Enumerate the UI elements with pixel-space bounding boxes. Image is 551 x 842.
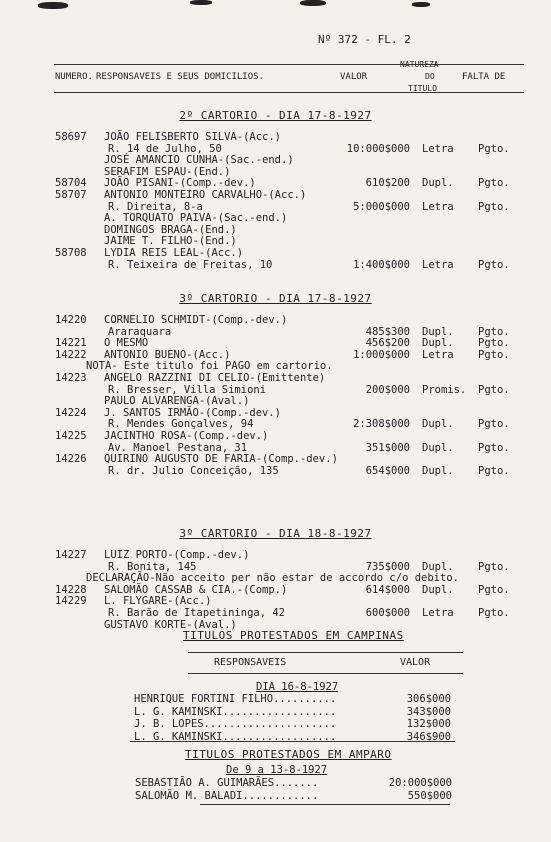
- entry-falta: Pgto.: [478, 258, 510, 271]
- section-title: 2º CARTORIO - DIA 17-8-1927: [179, 109, 372, 122]
- entry-text: R. Direita, 8-a: [108, 200, 203, 213]
- entry-natureza: Letra: [422, 607, 454, 619]
- campinas-name: HENRIQUE FORTINI FILHO..........: [134, 693, 337, 705]
- entry-text: R. Mendes Gonçalves, 94: [108, 418, 254, 431]
- entry-natureza: Dupl.: [422, 337, 454, 350]
- entry-text: JOÃO PISANI-(Comp.-dev.): [104, 177, 256, 190]
- entry-text: JOSÉ AMANCIO CUNHA-(Sac.-end.): [104, 154, 294, 167]
- entry-natureza: Dupl.: [422, 325, 454, 338]
- col-numero: NUMERO.: [55, 72, 93, 82]
- ink-spot: [38, 2, 68, 9]
- entry-natureza: Dupl.: [422, 464, 454, 477]
- entry-valor: 2:308$000: [353, 418, 410, 431]
- entry-text: J. SANTOS IRMÃO-(Comp.-dev.): [104, 406, 282, 419]
- table-rule: [188, 673, 463, 674]
- entry-text: SALOMÃO CASSAB & CIA.-(Comp.): [104, 583, 288, 596]
- campinas-valor: 346$900: [406, 730, 451, 743]
- entry-valor: 456$200: [365, 337, 410, 350]
- campinas-title: TITULOS PROTESTADOS EM CAMPINAS: [183, 629, 404, 642]
- campinas-name: J. B. LOPES.....................: [134, 718, 337, 730]
- entry-falta: Pgto.: [478, 200, 510, 213]
- col-valor: VALOR: [340, 72, 368, 82]
- campinas-name: L. G. KAMINSKI..................: [134, 705, 337, 718]
- campinas-valor: 306$000: [406, 693, 451, 705]
- col-responsaveis: RESPONSAVEIS E SEUS DOMICILIOS.: [96, 72, 264, 82]
- entry-number: 14224: [55, 406, 87, 419]
- entry-text: CORNELIO SCHMIDT-(Comp.-dev.): [104, 314, 288, 326]
- amparo-name: SALOMÃO M. BALADI............: [135, 789, 319, 802]
- entry-number: 14228: [55, 583, 87, 596]
- entry-number: 14225: [55, 430, 87, 442]
- section-title: 3º CARTORIO - DIA 17-8-1927: [179, 292, 372, 305]
- entry-text: PAULO ALVARENGA-(Aval.): [104, 395, 250, 408]
- entry-valor: 1:000$000: [353, 348, 410, 361]
- entry-falta: Pgto.: [478, 142, 510, 155]
- table-rule: [130, 741, 455, 742]
- entry-text: JAIME T. FILHO-(End.): [104, 235, 237, 248]
- entry-text: R. Bonita, 145: [108, 560, 197, 573]
- amparo-name: SEBASTIÃO A. GUIMARÃES.......: [135, 777, 319, 789]
- page-number: Nº 372 - FL. 2: [318, 33, 411, 46]
- entry-text: SERAFIM ESPAU-(End.): [104, 165, 231, 178]
- entry-text: JACINTHO ROSA-(Comp.-dev.): [104, 430, 269, 442]
- entry-text: QUIRINO AUGUSTO DE FARIA-(Comp.-dev.): [104, 453, 338, 466]
- entry-text: Av. Manoel Pestana, 31: [108, 441, 248, 454]
- entry-natureza: Letra: [422, 200, 454, 213]
- entry-natureza: Dupl.: [422, 583, 454, 596]
- entry-valor: 1:400$000: [353, 258, 410, 271]
- entry-number: 58707: [55, 189, 87, 201]
- amparo-valor: 20:000$000: [388, 777, 452, 789]
- entry-text: LUIZ PORTO-(Comp.-dev.): [104, 549, 250, 561]
- entry-falta: Pgto.: [478, 383, 510, 396]
- entry-falta: Pgto.: [478, 441, 510, 454]
- entry-number: 14223: [55, 372, 87, 384]
- entry-natureza: Dupl.: [422, 418, 454, 431]
- entry-valor: 5:000$000: [353, 200, 410, 213]
- campinas-col-valor: VALOR: [400, 657, 431, 668]
- entry-text: LYDIA REIS LEAL-(Acc.): [104, 247, 244, 259]
- entry-falta: Pgto.: [478, 418, 510, 431]
- entry-text: R. dr. Julio Conceição, 135: [108, 464, 279, 477]
- entry-text: R. 14 de Julho, 50: [108, 142, 222, 155]
- entry-text: Araraquara: [108, 325, 172, 338]
- ink-spot: [190, 0, 212, 5]
- entry-number: 14220: [55, 314, 87, 326]
- entry-text: DECLARAÇÃO-Não acceito per não estar de accordo c/o debito.: [86, 572, 459, 585]
- header-rule: [54, 92, 524, 93]
- section-title: 3º CARTORIO - DIA 18-8-1927: [179, 527, 372, 540]
- campinas-col-resp: RESPONSAVEIS: [214, 657, 287, 668]
- col-falta: FALTA DE: [462, 72, 506, 82]
- entry-falta: Pgto.: [478, 337, 510, 350]
- entry-text: JOÃO FELISBERTO SILVA-(Acc.): [104, 131, 282, 143]
- campinas-valor: 343$000: [406, 705, 451, 718]
- entry-text: A. TORQUATO PAIVA-(Sac.-end.): [104, 212, 288, 225]
- entry-natureza: Dupl.: [422, 441, 454, 454]
- entry-valor: 200$000: [365, 383, 410, 396]
- header-rule: [54, 64, 524, 65]
- campinas-name: L. G. KAMINSKI..................: [134, 730, 337, 743]
- entry-number: 14229: [55, 595, 87, 608]
- entry-valor: 610$200: [365, 177, 410, 190]
- entry-text: ANGELO RAZZINI DI CELIO-(Emittente): [104, 372, 326, 384]
- entry-valor: 600$000: [365, 607, 410, 619]
- entry-falta: Pgto.: [478, 348, 510, 361]
- entry-valor: 735$000: [365, 560, 410, 573]
- entry-text: GUSTAVO KORTE-(Aval.): [104, 618, 237, 631]
- entry-falta: Pgto.: [478, 325, 510, 338]
- entry-text: R. Bresser, Villa Simioni: [108, 383, 267, 396]
- campinas-valor: 132$000: [406, 718, 451, 730]
- entry-falta: Pgto.: [478, 560, 510, 573]
- entry-natureza: Promis.: [422, 383, 467, 396]
- entry-text: DOMINGOS BRAGA-(End.): [104, 223, 237, 236]
- entry-number: 14226: [55, 453, 87, 466]
- entry-falta: Pgto.: [478, 607, 510, 619]
- amparo-valor: 550$000: [407, 789, 452, 802]
- footer-rule: [200, 804, 450, 805]
- col-natureza: NATUREZA: [400, 60, 439, 69]
- entry-valor: 351$000: [365, 441, 410, 454]
- entry-natureza: Letra: [422, 258, 454, 271]
- amparo-date: De 9 a 13-8-1927: [226, 764, 328, 776]
- entry-text: R. Barão de Itapetininga, 42: [108, 607, 286, 619]
- col-natureza: TITULO: [408, 84, 437, 93]
- ink-spot: [300, 0, 326, 6]
- entry-valor: 485$300: [365, 325, 410, 338]
- table-rule: [188, 652, 463, 653]
- entry-natureza: Dupl.: [422, 560, 454, 573]
- entry-text: R. Teixeira de Freitas, 10: [108, 258, 273, 271]
- entry-number: 58704: [55, 177, 87, 190]
- entry-text: L. FLYGARE-(Acc.): [104, 595, 212, 608]
- entry-falta: Pgto.: [478, 464, 510, 477]
- entry-valor: 654$000: [365, 464, 410, 477]
- entry-falta: Pgto.: [478, 177, 510, 190]
- entry-text: ANTONIO MONTEIRO CARVALHO-(Acc.): [104, 189, 307, 201]
- entry-valor: 614$000: [365, 583, 410, 596]
- entry-text: O MESMO: [104, 337, 149, 350]
- entry-number: 14227: [55, 549, 87, 561]
- entry-natureza: Letra: [422, 142, 454, 155]
- entry-falta: Pgto.: [478, 583, 510, 596]
- entry-number: 58697: [55, 131, 87, 143]
- entry-number: 14221: [55, 337, 87, 350]
- entry-natureza: Dupl.: [422, 177, 454, 190]
- entry-valor: 10:000$000: [346, 142, 410, 155]
- col-natureza: DO: [425, 72, 435, 81]
- entry-natureza: Letra: [422, 348, 454, 361]
- entry-text: ANTONIO BUENO-(Acc.): [104, 348, 231, 361]
- campinas-date: DIA 16-8-1927: [256, 681, 339, 693]
- entry-text: NOTA- Este titulo foi PAGO em cartorio.: [86, 360, 333, 373]
- entry-number: 58708: [55, 247, 87, 259]
- amparo-title: TITULOS PROTESTADOS EM AMPARO: [185, 748, 392, 761]
- entry-number: 14222: [55, 348, 87, 361]
- ink-spot: [412, 2, 430, 7]
